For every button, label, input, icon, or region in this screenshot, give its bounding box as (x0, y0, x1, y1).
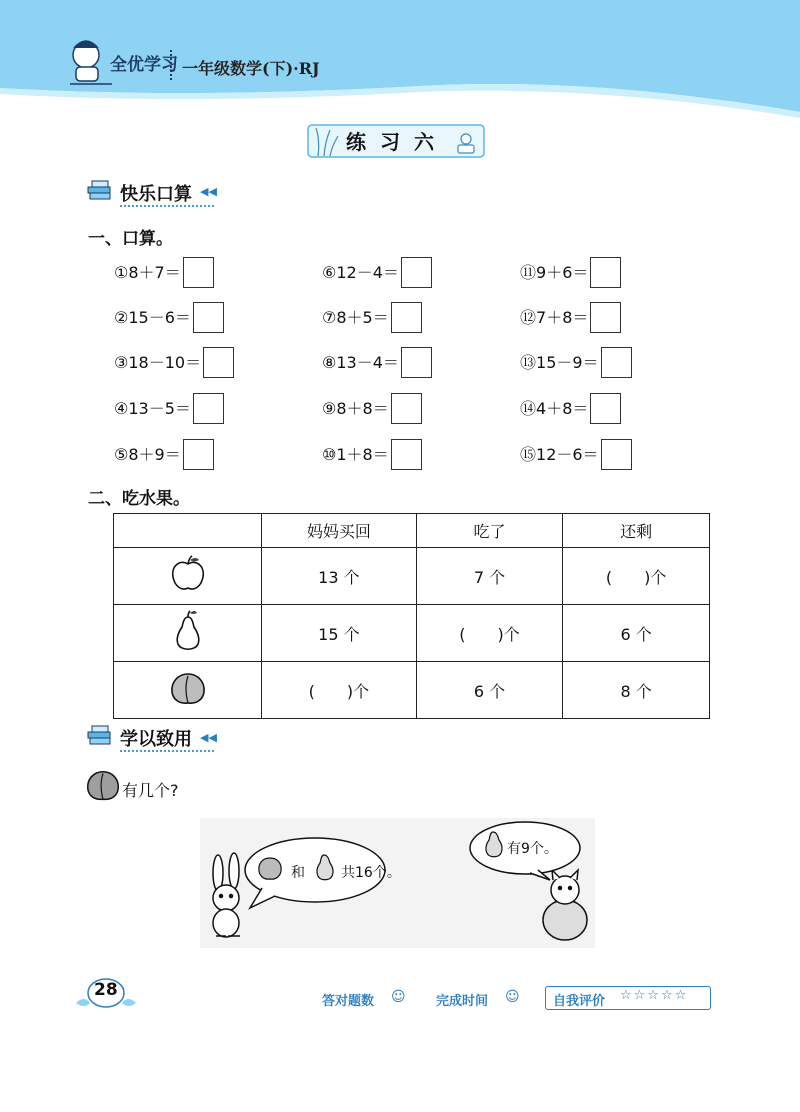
section-happy-calc: 快乐口算 (120, 184, 192, 205)
problem-14: ⑭4＋8＝ (520, 393, 621, 423)
problem-6: ⑥12－4＝ (322, 257, 432, 287)
answer-box[interactable] (391, 439, 422, 470)
arrow-icon: ◀◀ (200, 185, 217, 198)
q1-title: 一、口算。 (88, 229, 173, 249)
answer-box[interactable] (391, 393, 422, 424)
answer-box[interactable] (193, 393, 224, 424)
answer-box[interactable] (183, 257, 214, 288)
cat-speech: 有9个。 (507, 841, 558, 857)
bought-cell[interactable]: ( )个 (262, 662, 417, 719)
rabbit-speech-total: 共16个。 (341, 865, 401, 881)
eaten-cell: 6 个 (416, 662, 563, 719)
problem-15: ⑮12－6＝ (520, 439, 632, 469)
smile-icon: ☺ (391, 989, 406, 1005)
section-underline (120, 750, 214, 752)
left-cell[interactable]: ( )个 (563, 548, 710, 605)
problem-13: ⑬15－9＝ (520, 347, 632, 377)
answer-box[interactable] (401, 257, 432, 288)
section-apply: 学以致用 (120, 729, 192, 750)
answer-box[interactable] (601, 439, 632, 470)
problem-2: ②15－6＝ (114, 302, 224, 332)
eaten-cell: 7 个 (416, 548, 563, 605)
left-cell: 8 个 (563, 662, 710, 719)
problem-5: ⑤8＋9＝ (114, 439, 214, 469)
peach-icon (168, 670, 208, 706)
rabbit-speech-and: 和 (291, 865, 305, 881)
fruit-cell (114, 548, 262, 605)
bought-cell: 13 个 (262, 548, 417, 605)
answer-box[interactable] (391, 302, 422, 333)
fruit-cell (114, 605, 262, 662)
app-question: 有几个? (122, 781, 179, 800)
correct-count-label: 答对题数 (322, 994, 375, 1009)
table-row (114, 605, 710, 662)
page-title: 练习六 (346, 130, 448, 154)
page-number: 28 (94, 980, 118, 1000)
arrow-icon: ◀◀ (200, 731, 217, 744)
books-icon (86, 178, 114, 204)
peach-icon (84, 766, 122, 804)
problem-12: ⑫7＋8＝ (520, 302, 621, 332)
answer-box[interactable] (601, 347, 632, 378)
problem-3: ③18－10＝ (114, 347, 234, 377)
brand-logo: 全优学习 (110, 55, 178, 75)
answer-box[interactable] (203, 347, 234, 378)
books-icon (86, 723, 114, 749)
answer-box[interactable] (193, 302, 224, 333)
q2-title: 二、吃水果。 (88, 489, 190, 509)
problem-8: ⑧13－4＝ (322, 347, 432, 377)
table-header-bought: 妈妈买回 (262, 514, 417, 548)
header-divider (170, 50, 174, 80)
grade-subject: 一年级数学(下)·RJ (182, 59, 320, 78)
answer-box[interactable] (590, 257, 621, 288)
time-label: 完成时间 (436, 994, 489, 1009)
answer-box[interactable] (401, 347, 432, 378)
answer-box[interactable] (183, 439, 214, 470)
table-header-left: 还剩 (563, 514, 710, 548)
answer-box[interactable] (590, 302, 621, 333)
answer-box[interactable] (590, 393, 621, 424)
problem-4: ④13－5＝ (114, 393, 224, 423)
star-rating[interactable]: ☆☆☆☆☆ (620, 988, 689, 1003)
eaten-cell[interactable]: ( )个 (416, 605, 563, 662)
problem-9: ⑨8＋8＝ (322, 393, 422, 423)
table-header-eaten: 吃了 (416, 514, 563, 548)
problem-1: ①8＋7＝ (114, 257, 214, 287)
apple-icon (168, 554, 208, 594)
table-row (114, 662, 710, 719)
fruit-table (113, 513, 710, 719)
problem-10: ⑩1＋8＝ (322, 439, 422, 469)
smile-icon: ☺ (505, 989, 520, 1005)
peach-icon (259, 858, 281, 879)
fruit-cell (114, 662, 262, 719)
section-underline (120, 205, 214, 207)
left-cell: 6 个 (563, 605, 710, 662)
problem-11: ⑪9＋6＝ (520, 257, 621, 287)
self-eval-label: 自我评价 (553, 994, 606, 1009)
table-header-row (114, 514, 710, 548)
bought-cell: 15 个 (262, 605, 417, 662)
table-row (114, 548, 710, 605)
pear-icon (168, 609, 208, 653)
problem-7: ⑦8＋5＝ (322, 302, 422, 332)
table-header-cell (114, 514, 262, 548)
